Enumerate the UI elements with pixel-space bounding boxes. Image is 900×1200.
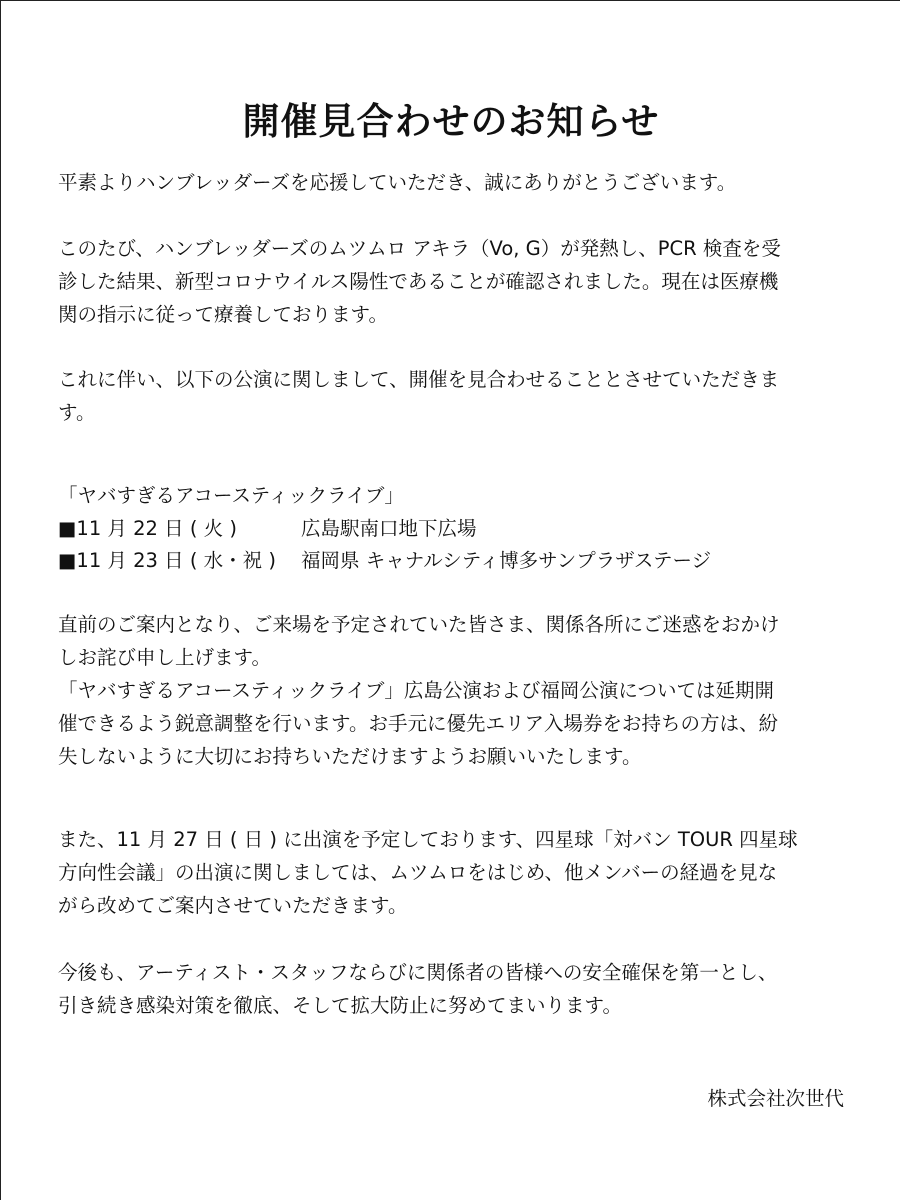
apology-text: 直前のご案内となり、ご来場を予定されていた皆さま、関係各所にご迷惑をおかけ しお詫び申し上げます。 「ヤバすぎるアコースティックライブ」広島公演および福岡公演については延期開 催できるよう鋭意調整を行います。お手元に優先エリア入場券をお持ちの方は、紛 失しないように大切にお持ちいただけますようお願いいたします。 [58, 613, 780, 768]
apology-paragraph [58, 608, 858, 773]
infection-paragraph [58, 232, 858, 331]
postpone-text: これに伴い、以下の公演に関しまして、開催を見合わせることとさせていただきま す。 [58, 368, 780, 424]
safety-paragraph [58, 956, 858, 1022]
infection-text: このたび、ハンブレッダーズのムツムロ アキラ（Vo, G）が発熱し、PCR 検査を受 診した結果、新型コロナウイルス陽性であることが確認されました。現在は医療機 関の指示に従って療養しております。 [58, 237, 781, 326]
safety-text: 今後も、アーティスト・スタッフならびに関係者の皆様への安全確保を第一とし、 引き続き感染対策を徹底、そして拡大防止に努めてまいります。 [58, 961, 778, 1017]
postpone-paragraph [58, 363, 858, 429]
event-venue: 広島駅南口地下広場 [301, 517, 477, 540]
event-venue: 福岡県 キャナルシティ博多サンプラザステージ [301, 549, 712, 572]
notice-title: 開催見合わせのお知らせ [242, 99, 660, 143]
greeting-paragraph [58, 166, 858, 199]
event-name-block [58, 479, 858, 512]
event-row-hiroshima [58, 512, 858, 545]
greeting-text: 平素よりハンブレッダーズを応援していただき、誠にありがとうございます。 [58, 171, 737, 194]
event-row-fukuoka [58, 544, 858, 577]
other-event-text: また、11 月 27 日 ( 日 ) に出演を予定しております、四星球「対バン TOUR 四星球 方向性会議」の出演に関しましては、ムツムロをはじめ、他メンバーの経過を見な がら改めてご案内させていただきます。 [58, 828, 798, 917]
event-name: 「ヤバすぎるアコースティックライブ」 [58, 484, 404, 507]
other-event-paragraph [58, 823, 858, 922]
event-date: ■11 月 22 日 ( 火 ) [58, 517, 237, 540]
event-date: ■11 月 23 日 ( 水・祝 ) [58, 549, 276, 572]
company-signature: 株式会社次世代 [707, 1087, 844, 1110]
